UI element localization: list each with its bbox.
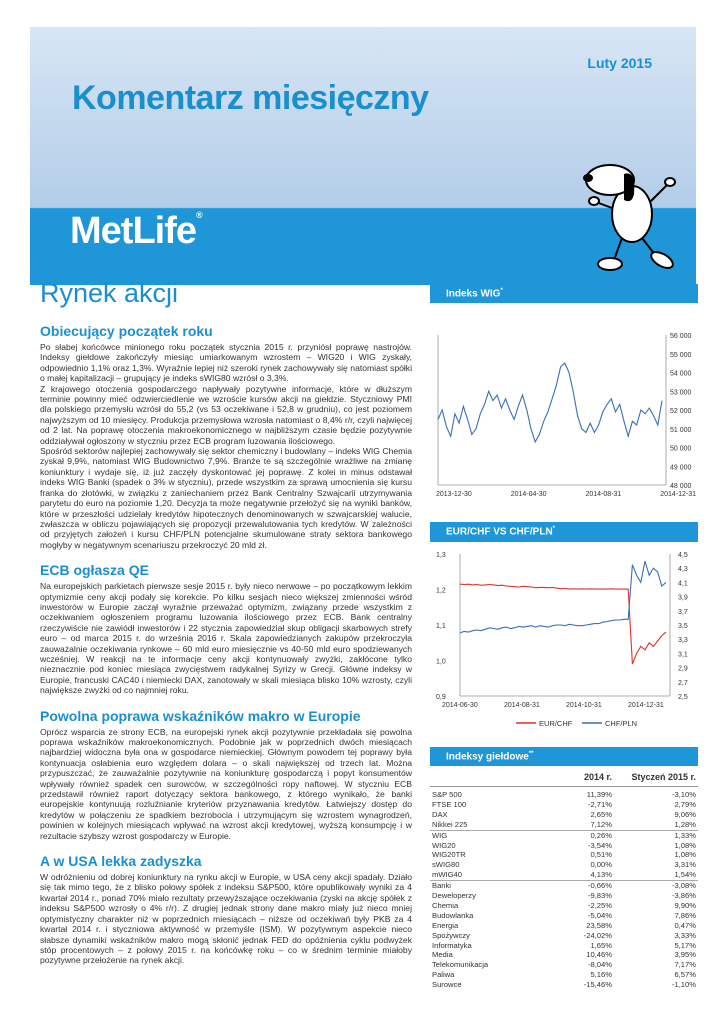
x-tick-label: 2014-08-31 (585, 491, 622, 499)
value-2014: -8,04% (587, 960, 612, 970)
wig-series-line (438, 363, 662, 442)
y-right-tick-label: 2,5 (678, 693, 688, 701)
col-jan-2015: Styczeń 2015 r. (614, 766, 698, 787)
y-right-tick-label: 3,5 (678, 622, 688, 630)
y-tick-label: 56 000 (670, 333, 692, 341)
article-paragraph: Spośród sektorów najlepiej zachowywały się sektor chemiczny i budowlany – indeks WIG Chemia zyskał 9,9%, natomiast WIG Budownictwo 7,9%. Branże te są szczególnie wrażliwe na zmianę koniunktury i wydaje się, iż już zaczęły dyskontować jej poprawę. Z kolei in minus odstawał indeks WIG Banki (spadek o 3% w styczniu), przede wszystkim za sprawą umocnienia się kursu franka do złotówki, w związku z zaniechaniem przez Bank Centralny Szwajcarii utrzymywania parytetu do euro na poziomie 1,20. Decyzja ta może negatywnie przełożyć się na wyniki banków, które w przeszłości udzielały kredytów hipotecznych denominowanych w szwajcarskiej walucie, zwłaszcza w obliczu pojawiających się propozycji przewalutowania tych kredytów. W zależności od przyjętych założeń i kursu CHF/PLN potencjalne skumulowane straty sektora bankowego mogłyby w negatywnym scenariuszu przekroczyć 20 mld zł. (40, 446, 412, 550)
table-row (430, 941, 698, 951)
value-jan-2015: -1,10% (671, 980, 696, 990)
table-row (430, 891, 698, 901)
value-2014: 2,65% (590, 809, 612, 819)
article-heading: Powolna poprawa wskaźników makro w Europie (40, 707, 361, 724)
index-name: Energia (432, 920, 459, 930)
y-tick-label: 53 000 (670, 389, 692, 397)
y-tick-label: 49 000 (670, 464, 692, 472)
table-row (430, 870, 698, 880)
article-1 (40, 323, 412, 550)
article-2 (40, 562, 412, 695)
legend-label: CHF/PLN (605, 718, 638, 728)
value-2014: 1,65% (590, 940, 612, 950)
value-jan-2015: 2,79% (674, 799, 696, 809)
index-name: Media (432, 950, 453, 960)
index-name: WIG (430, 830, 532, 840)
value-2014: 10,46% (586, 950, 612, 960)
x-tick-label: 2014-06-30 (442, 701, 478, 709)
table-row (430, 860, 698, 870)
article-paragraph: Na europejskich parkietach pierwsze sesje 2015 r. były nieco nerwowe – po początkowym lekkim optymizmie ceny akcji podały się korekcie. Po kilku sesjach nieco większej zmienności wśród inwestorów w Europie zaczął wyraźnie przeważać optymizm, związany przede wszystkim z oczekiwaniem ogłoszeniem programu luzowania ilościowego przez ECB. Bank centralny rzeczywiście nie zawiódł inwestorów i 22 stycznia zapowiedział skup obligacji skarbowych strefy euro – od marca 2015 r. do września 2016 r. Skala zapowiedzianych zakupów przekroczyła zauważalnie oczekiwania rynkowe – 60 mld euro miesięcznie vs 40-50 mld euro spodziewanych wcześniej. W reakcji na te informacje ceny akcji kontynuowały zwyżki, zakłócone tylko nieznacznie pod koniec miesiąca zwycięstwem radykalnej Syrizy w Grecji. Główne indeksy w Europie, francuski CAC40 i niemiecki DAX, zanotowały w skali miesiąca blisko 10% wzrosty, czyli największe zwyżki od co najmniej roku. (40, 581, 412, 696)
y-tick-label: 51 000 (670, 427, 692, 435)
table-row (430, 820, 698, 830)
issue-date: Luty 2015 (587, 55, 652, 71)
wig-chart (430, 303, 698, 503)
indices-table (430, 766, 698, 990)
table-row (430, 911, 698, 921)
x-tick-label: 2014-10-31 (566, 701, 602, 709)
index-name: mWIG40 (432, 870, 462, 880)
index-name: WIG20TR (432, 850, 466, 860)
article-paragraph: Z krajowego otoczenia gospodarczego napływały pozytywne informacje, które w dłuższym terminie powinny mieć odzwierciedlenie we wzroście kursów akcji na giełdzie. Styczniowy PMI dla polskiego przemysłu wzrósł do 55,2 (vs 53 oczekiwane i 52,8 w grudniu), co jest poziomem najwyższym od 10 miesięcy. Produkcja przemysłowa wzrosła natomiast o 8,4% r/r, czyli najwięcej od 2 lat. Na poprawę otoczenia makroekonomicznego w najbliższym czasie będzie pozytywnie oddziaływał ogłoszony w styczniu przez ECB program luzowania ilościowego. (40, 383, 412, 446)
y-tick-label: 50 000 (670, 445, 692, 453)
y-right-tick-label: 4,3 (678, 565, 688, 573)
article-4 (40, 853, 412, 966)
table-row (430, 960, 698, 970)
table-row (430, 901, 698, 911)
value-jan-2015: 5,17% (674, 940, 696, 950)
y-right-tick-label: 3,7 (678, 608, 688, 616)
table-row (430, 950, 698, 960)
value-jan-2015: 1,28% (674, 819, 696, 829)
article-heading: A w USA lekka zadyszka (40, 853, 202, 870)
article-paragraph: W odróżnieniu od dobrej koniunktury na rynku akcji w Europie, w USA ceny akcji spadały. Działo się tak mimo tego, że z blisko połowy spółek z indeksu S&P500, które opublikowały wyniki za 4 kwartał 2014 r., ponad 70% miało rezultaty przewyższające oczekiwania (zyski na akcję spółek z indeksu S&P500 wzrosły o 4% r/r). Z drugiej jednak strony dane makro miały już nieco mniej optymistyczny charakter niż w poprzednich miesiącach – niższe od oczekiwań były PKB za 4 kwartał 2014 r. i styczniowa aktywność w przemyśle (ISM). W pozytywnym aspekcie nieco słabsze dynamiki wskaźników makro mogą skłonić jednak FED do opóźnienia cyklu podwyżek stóp procentowych – z połowy 2015 r. na końcówkę roku – co w średnim terminie miałoby pozytywne przełożenie na rynek akcji. (40, 872, 412, 966)
y-right-tick-label: 4,5 (678, 551, 688, 559)
article-paragraph: Po słabej końcówce minionego roku początek stycznia 2015 r. przyniósł poprawę nastrojów. Indeksy giełdowe zakończyły miesiąc umiarkowanym wzrostem – WIG20 i WIG zyskały, odpowiednio 1,1% oraz 1,3%. Wyraźnie lepiej niż szeroki rynek zachowywały się natomiast spółki o małej kapitalizacji – grupujący je indeks sWIG80 wzrósł o 3,3%. (40, 342, 412, 384)
y-right-tick-label: 3,1 (678, 651, 688, 659)
value-jan-2015: 3,31% (674, 860, 696, 870)
value-2014: -0,66% (532, 881, 614, 891)
left-column (40, 278, 412, 976)
table-row (430, 830, 698, 840)
series-line-eur-chf (460, 584, 666, 664)
value-jan-2015: -3,08% (614, 881, 698, 891)
table-row (430, 800, 698, 810)
index-name: Banki (430, 881, 532, 891)
header-banner (30, 27, 696, 285)
index-name: WIG20 (432, 840, 456, 850)
value-2014: 0,26% (532, 830, 614, 840)
y-left-tick-label: 1,2 (436, 587, 446, 595)
y-left-tick-label: 1,3 (436, 551, 446, 559)
index-name: Nikkei 225 (432, 819, 468, 829)
x-tick-label: 2014-12-31 (628, 701, 664, 709)
y-right-tick-label: 2,9 (678, 665, 688, 673)
value-2014: 11,39% (586, 789, 612, 799)
metlife-logo: MetLife® (70, 210, 202, 252)
table-row (430, 881, 698, 891)
value-2014: -15,46% (583, 980, 612, 990)
value-jan-2015: 1,54% (674, 870, 696, 880)
index-name: Chemia (432, 900, 459, 910)
x-tick-label: 2013-12-30 (436, 491, 472, 499)
y-left-tick-label: 0,9 (436, 693, 446, 701)
y-right-tick-label: 4,1 (678, 580, 688, 588)
col-2014: 2014 r. (532, 766, 614, 787)
index-name: S&P 500 (432, 789, 462, 799)
value-2014: -2,71% (587, 799, 612, 809)
value-jan-2015: 7,86% (674, 910, 696, 920)
legend-label: EUR/CHF (539, 718, 573, 728)
index-name: sWIG80 (432, 860, 460, 870)
article-heading: Obiecujący początek roku (40, 323, 213, 339)
series-line-chf-pln (460, 561, 666, 633)
x-tick-label: 2014-04-30 (510, 491, 547, 499)
value-2014: 7,12% (590, 819, 612, 829)
value-2014: 0,00% (590, 860, 612, 870)
value-jan-2015: 7,17% (674, 960, 696, 970)
table-row (430, 850, 698, 860)
y-tick-label: 54 000 (670, 370, 692, 378)
indices-header: Indeksy giełdowe** (430, 747, 698, 766)
y-left-tick-label: 1,0 (436, 658, 446, 666)
y-right-tick-label: 3,9 (678, 594, 688, 602)
y-tick-label: 55 000 (670, 352, 692, 360)
value-2014: -24,02% (583, 930, 612, 940)
index-name: Telekomunikacja (432, 960, 489, 970)
value-jan-2015: -3,10% (671, 789, 696, 799)
right-column (430, 284, 698, 990)
snoopy-icon (580, 152, 680, 277)
value-2014: 4,13% (590, 870, 612, 880)
index-name: FTSE 100 (432, 799, 467, 809)
index-name: Surowce (432, 980, 462, 990)
value-jan-2015: 9,90% (674, 900, 696, 910)
section-title: Rynek akcji (40, 278, 179, 308)
value-2014: 0,51% (590, 850, 612, 860)
page-title: Komentarz miesięczny (72, 79, 429, 117)
index-name: Paliwa (432, 970, 455, 980)
value-jan-2015: 3,33% (674, 930, 696, 940)
value-jan-2015: 1,33% (614, 830, 698, 840)
value-2014: -3,54% (587, 840, 612, 850)
wig-chart-header: Indeks WIG* (430, 284, 698, 303)
value-jan-2015: 1,08% (674, 840, 696, 850)
value-jan-2015: 1,08% (674, 850, 696, 860)
value-jan-2015: -3,86% (671, 891, 696, 901)
y-tick-label: 48 000 (670, 483, 692, 491)
value-jan-2015: 6,57% (674, 970, 696, 980)
value-2014: -9,83% (587, 891, 612, 901)
value-2014: 23,58% (586, 920, 612, 930)
article-heading: ECB ogłasza QE (40, 562, 149, 579)
x-tick-label: 2014-12-31 (660, 491, 697, 499)
x-tick-label: 2014-08-31 (504, 701, 540, 709)
index-name: Deweloperzy (432, 891, 476, 901)
value-2014: -2,25% (587, 900, 612, 910)
table-row (430, 980, 698, 990)
y-tick-label: 52 000 (670, 408, 692, 416)
index-name: DAX (432, 809, 448, 819)
article-3 (40, 708, 412, 841)
y-right-tick-label: 2,7 (678, 679, 688, 687)
y-right-tick-label: 3,3 (678, 636, 688, 644)
value-jan-2015: 0,47% (674, 920, 696, 930)
index-name: Spożywczy (432, 930, 470, 940)
table-row (430, 810, 698, 820)
value-jan-2015: 3,95% (674, 950, 696, 960)
table-row (430, 841, 698, 851)
y-left-tick-label: 1,1 (436, 622, 446, 630)
table-row (430, 931, 698, 941)
table-row (430, 921, 698, 931)
fx-chart (430, 542, 698, 738)
value-2014: -5,04% (587, 910, 612, 920)
table-row (430, 970, 698, 980)
value-jan-2015: 9,06% (674, 809, 696, 819)
index-name: Informatyka (432, 940, 472, 950)
index-name: Budowlanka (432, 910, 474, 920)
article-paragraph: Oprócz wsparcia ze strony ECB, na europejski rynek akcji pozytywnie przekładała się powolna poprawa wskaźników makroekonomicznych. Podobnie jak w poprzednich dwóch miesiącach najbardziej widoczna była ona w gospodarce niemieckiej. Głównym powodem tej poprawy była kontynuacja osłabienia euro względem dolara – o skali największej od trzech lat. Można przypuszczać, że zauważalnie pozytywnie na koniunkturę gospodarczą i popyt konsumentów wpływały również spadek cen surowców, w szczególności ropy naftowej. W styczniu ECB przedstawił również raport dotyczący sektora bankowego, z którego wynikało, że banki europejskie kontynuują rozluźnianie kryteriów przyznawania kredytów. Łatwiejszy dostęp do kredytów w połączeniu ze spadkiem bezrobocia i utrzymującym się wzrostem wynagrodzeń, powinien w kolejnych miesiącach wpływać na wzrost akcji kredytowej, wyższą konsumpcję i w rezultacie szybszy wzrost gospodarczy w Europie. (40, 726, 412, 841)
value-2014: 5,16% (590, 970, 612, 980)
fx-chart-header: EUR/CHF VS CHF/PLN* (430, 522, 698, 541)
table-row (430, 786, 698, 799)
